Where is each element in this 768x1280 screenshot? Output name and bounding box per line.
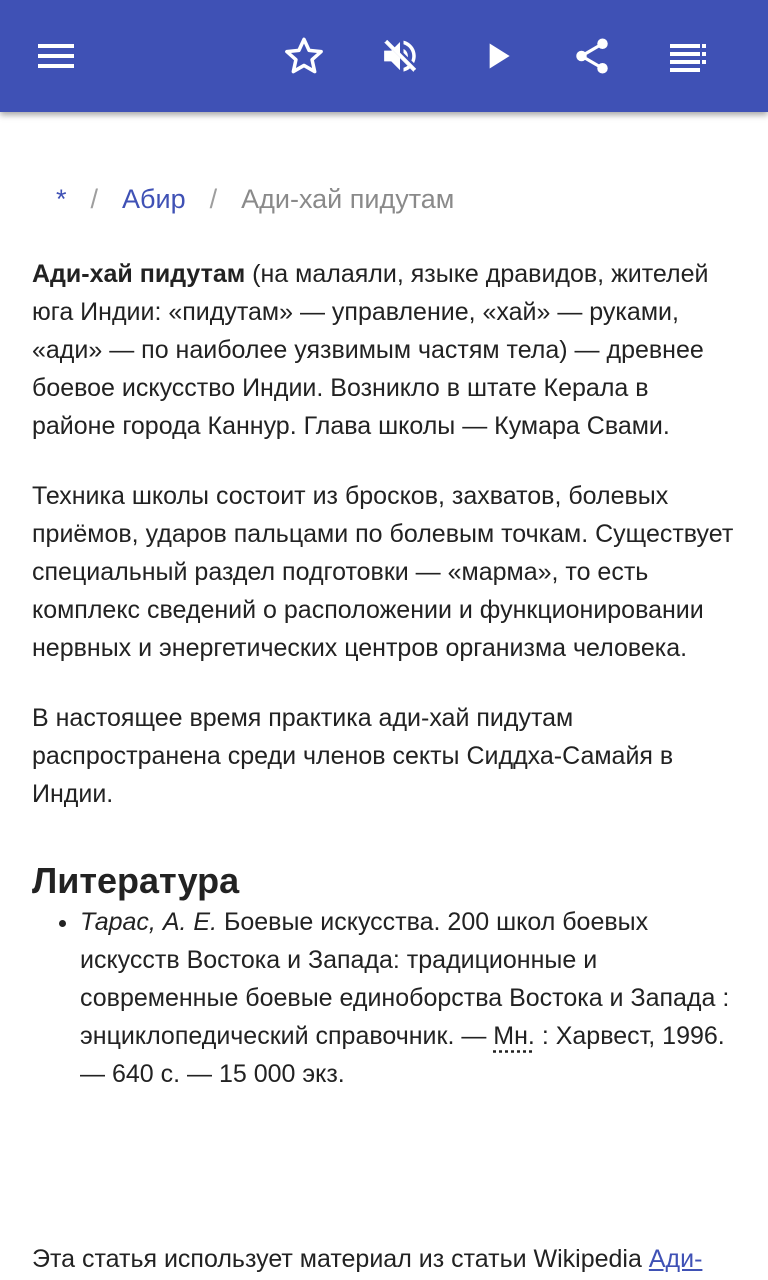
play-button[interactable] <box>470 28 526 84</box>
play-icon <box>478 36 518 76</box>
paragraph-technique: Техника школы состоит из бросков, захватов, болевых приёмов, ударов пальцами по болевым точкам. Существует специальный раздел подготовки — «марма», то есть комплекс сведений о расположении и функционировании нервных и энергетических центров организма человека. <box>32 482 734 662</box>
literature-list <box>32 903 738 1093</box>
toc-icon <box>668 36 708 76</box>
breadcrumb-current: Ади-хай пидутам <box>241 184 455 214</box>
article-content <box>0 112 768 1280</box>
article-term: Ади-хай пидутам <box>32 260 246 288</box>
article-body <box>32 255 738 1093</box>
breadcrumb-parent-link[interactable]: Абир <box>122 184 186 214</box>
menu-button[interactable] <box>28 28 84 84</box>
breadcrumb-root-link[interactable]: * <box>56 184 67 214</box>
paragraph-present: В настоящее время практика ади-хай пидутам распространена среди членов секты Сиддха-Самайя в Индии. <box>32 704 674 808</box>
star-outline-icon <box>283 35 325 77</box>
breadcrumb-separator: / <box>209 184 218 214</box>
volume-off-icon <box>379 35 421 77</box>
paragraph-intro-text: (на малаяли, языке дравидов, жителей юга Индии: «пидутам» — управление, «хай» — руками, «ади» — по наиболее уязвимым частям тела) — древнее боевое искусство Индии. Возникло в штате Керала в районе города Каннур. Глава школы — Кумара Свами. <box>32 260 709 440</box>
app-toolbar <box>0 0 768 112</box>
literature-text-end: : Харвест, 1996. — 640 с. — 15 000 экз. <box>80 1022 725 1088</box>
share-button[interactable] <box>564 28 620 84</box>
literature-city-abbr[interactable]: Мн. <box>493 1022 535 1050</box>
literature-item <box>80 903 738 1093</box>
literature-heading: Литература <box>32 860 240 901</box>
literature-author: Тарас, А. Е. <box>80 908 218 936</box>
license-text: Эта статья использует материал из статьи Wikipedia <box>32 1245 649 1273</box>
breadcrumb-separator: / <box>90 184 99 214</box>
license-note <box>32 1240 752 1278</box>
breadcrumb <box>56 182 454 216</box>
mute-button[interactable] <box>372 28 428 84</box>
menu-icon <box>36 36 76 76</box>
paragraph-intro <box>32 255 738 445</box>
literature-text: Боевые искусства. 200 школ боевых искусств Востока и Запада: традиционные и современные боевые единоборства Востока и Запада : энциклопедический справочник. — <box>80 908 730 1050</box>
table-of-contents-button[interactable] <box>660 28 716 84</box>
source-article-link[interactable]: Ади- <box>648 1245 703 1273</box>
share-icon <box>571 35 613 77</box>
favorite-button[interactable] <box>276 28 332 84</box>
